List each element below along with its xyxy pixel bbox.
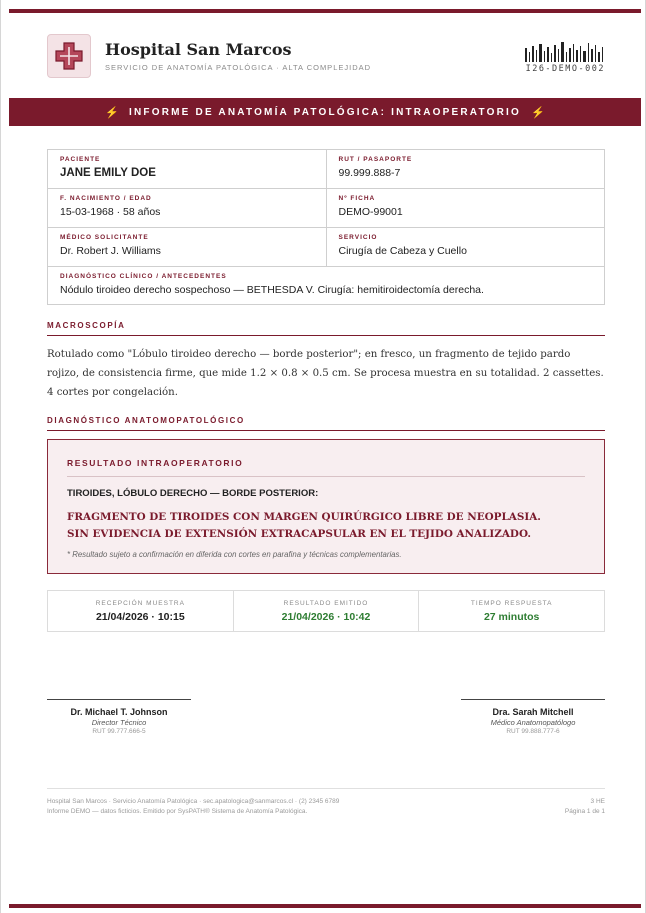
lightning-bolt-icon: ⚡ <box>105 106 120 119</box>
result-diagnosis-line: FRAGMENTO DE TIROIDES CON MARGEN QUIRÚRGICO LIBRE DE NEOPLASIA. <box>67 511 541 523</box>
macroscopy-heading: MACROSCOPÍA <box>47 321 605 336</box>
requesting-doctor-label: MÉDICO SOLICITANTE <box>60 234 149 241</box>
footer-contact: Hospital San Marcos · Servicio Anatomía Patológica · sec.apatologica@sanmarcos.cl · (2) 2345 6789 <box>47 798 340 805</box>
patient-name: JANE EMILY DOE <box>60 167 156 179</box>
bottom-rule <box>9 904 641 908</box>
service-value: Cirugía de Cabeza y Cuello <box>338 245 467 257</box>
result-diagnosis-line: SIN EVIDENCIA DE EXTENSIÓN EXTRACAPSULAR EN EL TEJIDO ANALIZADO. <box>67 528 532 540</box>
info-row <box>48 267 604 304</box>
report-type-banner <box>9 98 641 126</box>
intraoperative-result-box <box>47 439 605 574</box>
hospital-subtitle: SERVICIO DE ANATOMÍA PATOLÓGICA · ALTA COMPLEJIDAD <box>105 63 372 72</box>
clinical-diagnosis-cell <box>48 267 604 304</box>
page-footer <box>47 788 605 816</box>
report-type-title: INFORME DE ANATOMÍA PATOLÓGICA: INTRAOPERATORIO <box>129 106 521 118</box>
footer-pagination <box>565 797 605 816</box>
signature-name: Dr. Michael T. Johnson <box>70 707 168 717</box>
patient-name-cell <box>48 150 326 188</box>
hospital-name: Hospital San Marcos <box>105 40 292 59</box>
signature-role: Médico Anatomopatólogo <box>490 718 576 727</box>
requesting-doctor-cell <box>48 228 326 266</box>
patient-id-cell <box>326 150 605 188</box>
report-header <box>47 34 605 80</box>
file-number-label: Nº FICHA <box>338 195 376 202</box>
response-value: 27 minutos <box>483 611 540 623</box>
response-time-cell <box>418 591 604 631</box>
service-label: SERVICIO <box>338 234 378 241</box>
lightning-bolt-icon: ⚡ <box>530 106 545 119</box>
report-code: I26-DEMO-002 <box>525 64 605 74</box>
dob-label: F. NACIMIENTO / EDAD <box>60 195 152 202</box>
signature-role: Director Técnico <box>91 718 147 727</box>
info-row <box>48 189 604 228</box>
clinical-diagnosis-label: DIAGNÓSTICO CLÍNICO / ANTECEDENTES <box>60 273 227 280</box>
patient-name-label: PACIENTE <box>60 156 101 163</box>
signature-rut: RUT 99.777.666-5 <box>92 728 146 735</box>
file-number-cell <box>326 189 605 227</box>
signature-rut: RUT 99.888.777-6 <box>506 728 560 735</box>
signature-name: Dra. Sarah Mitchell <box>492 707 574 717</box>
diagnosis-heading: DIAGNÓSTICO ANATOMOPATOLÓGICO <box>47 416 605 431</box>
footer-code: 3 HE <box>590 798 605 805</box>
signature-technical-director <box>47 699 191 735</box>
dob-value: 15-03-1968 · 58 años <box>60 206 161 218</box>
barcode-icon <box>525 42 603 62</box>
top-rule <box>9 9 641 13</box>
dob-cell <box>48 189 326 227</box>
signature-pathologist <box>461 699 605 735</box>
clinical-diagnosis: Nódulo tiroideo derecho sospechoso — BETHESDA V. Cirugía: hemitiroidectomía derecha. <box>60 284 484 296</box>
file-number: DEMO-99001 <box>338 206 403 218</box>
emitted-time-cell <box>233 591 419 631</box>
macroscopy-text: Rotulado como "Lóbulo tiroideo derecho — borde posterior"; en fresco, un fragmento de tejido pardo rojizo, de consistencia firme, que mide 1.2 × 0.8 × 0.5 cm. Se procesa muestra en su totalidad. 2 cassettes. 4 cortes por congelación. <box>47 349 604 398</box>
requesting-doctor: Dr. Robert J. Williams <box>60 245 161 257</box>
response-label: TIEMPO RESPUESTA <box>470 600 553 607</box>
patient-info-table <box>47 149 605 305</box>
result-diagnosis <box>67 509 585 543</box>
page-number: Página 1 de 1 <box>564 807 605 815</box>
emitted-value: 21/04/2026 · 10:42 <box>281 611 371 623</box>
result-specimen: TIROIDES, LÓBULO DERECHO — BORDE POSTERIOR: <box>67 488 319 499</box>
info-row <box>48 150 604 189</box>
result-label: RESULTADO INTRAOPERATORIO <box>67 458 585 477</box>
received-label: RECEPCIÓN MUESTRA <box>95 600 185 607</box>
patient-id: 99.999.888-7 <box>338 167 401 179</box>
info-row <box>48 228 604 267</box>
footer-disclaimer: Informe DEMO — datos ficticios. Emitido por SysPATH® Sistema de Anatomía Patológica. <box>47 807 308 815</box>
patient-id-label: RUT / PASAPORTE <box>338 156 413 163</box>
service-cell <box>326 228 605 266</box>
received-value: 21/04/2026 · 10:15 <box>95 611 185 623</box>
emitted-label: RESULTADO EMITIDO <box>283 600 369 607</box>
turnaround-times <box>47 590 605 632</box>
result-disclaimer: * Resultado sujeto a confirmación en diferida con cortes en parafina y técnicas complementarias. <box>67 550 402 559</box>
received-time-cell <box>48 591 233 631</box>
medical-cross-icon <box>47 34 91 78</box>
